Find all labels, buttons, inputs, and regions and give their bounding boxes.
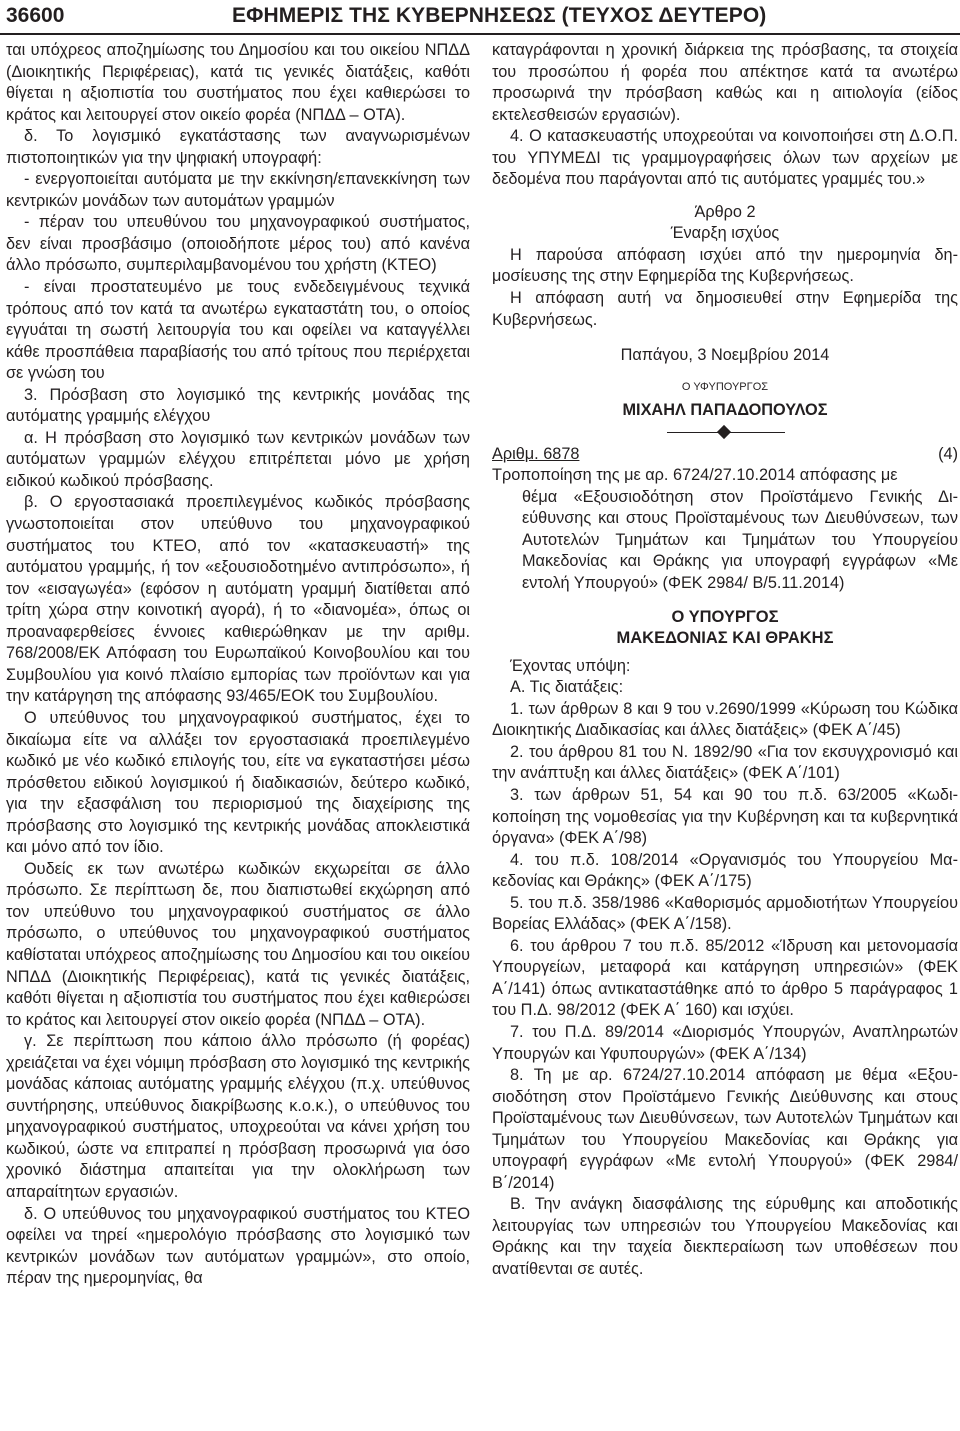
- paragraph: ται υπόχρεος αποζημίωσης του Δημοσίου και του οικείου ΝΠΔΔ (Διοικητικής Περιφέρειας), κατά τις γενικές διατάξεις, καθότι θίγεται η αξιοπιστία του συστήματος που έχει καθιερώσει το κράτος και λειτουργεί στον οικείο φορέα (ΝΠΔΔ – ΟΤΑ).: [6, 41, 470, 124]
- minister-heading: ΜΑΚΕΔΟΝΙΑΣ ΚΑΙ ΘΡΑΚΗΣ: [616, 629, 834, 648]
- section-a: Α. Τις διατάξεις:: [510, 678, 624, 697]
- header-rule: [0, 33, 960, 35]
- paragraph: β. Ο εργοστασιακά προεπιλεγμένος κωδικός πρόσβασης γνωστοποιείται στον υπεύθυνο του μηχανογραφικού συστήματος του ΚΤΕΟ, από τον «κατασκευαστή» της αυτόματου γραμμής, ή τον «εξουσιοδοτημένο αντιπρόσωπο», ή τον «εισαγωγέα» (εφόσον η αυτόματη γραμμή διατίθεται από τρίτη χώρα στην κοινοτική αγορά), ή το «διανομέα», όπως οι προαναφερθείσες έννοιες καθιερώθηκαν με την αριθμ. 768/2008/ΕΚ Απόφαση του Ευρωπαϊκού Κοινοβουλίου και του Συμβουλίου για κοινό πλαίσιο εμπορίας των προϊόντων και για την κατάργηση της απόφασης 93/465/ΕΟΚ του Συμβουλίου.: [6, 493, 470, 706]
- paragraph: καταγράφονται η χρονική διάρκεια της πρόσβασης, τα στοιχεία του προσώπου ή φορέα που απέκτησε κατά τα ανωτέρω προσωρινά την πρόσβαση καθώς και η αιτιολογία (είδος εκτελεσθεισών εργασιών).: [492, 41, 958, 124]
- article-title: Άρθρο 2: [694, 202, 756, 221]
- paragraph: 4. Ο κατασκευαστής υποχρεούται να κοινοποιήσει στη Δ.Ο.Π. του ΥΠΥΜΕΔΙ τις γραμμογραφήσεις όλων των αρχείων με δεδομένα που παράγονται από τις αυτόματες γραμμές του.»: [492, 127, 958, 189]
- having-regard: Έχοντας υπόψη:: [510, 656, 631, 675]
- decision-index: (4): [938, 444, 958, 463]
- right-column: [492, 40, 958, 1281]
- page-header: [0, 0, 960, 34]
- list-item: 2. του άρθρου 81 του Ν. 1892/90 «Για τον εκσυγχρονισμό και την ανάπτυξη και άλλες διατάξεις» (ΦΕΚ Α΄/101): [492, 742, 958, 783]
- paragraph: γ. Σε περίπτωση που κάποιο άλλο πρόσωπο (ή φορέας) χρειάζεται να έχει νόμιμη πρόσβαση στο λογισμικό της κεντρικής μονάδας κάποιας αυτόματης γραμμής ελέγχου (π.χ. υπεύθυνος συντήρησης, υπεύθυνος διακρίβωσης κ.ο.κ.), ο υπεύθυνος του μηχανογραφικού συστήματος, υποχρεούται να κάνει χρήση του κωδικού, ώστε να επιτραπεί η πρόσβαση προσωρινά για όσο χρονικό διάστημα απαιτείται για την ολοκλήρωση των απαραίτητων εργασιών.: [6, 1032, 470, 1201]
- minister-heading: Ο ΥΠΟΥΡΓΟΣ: [671, 607, 779, 626]
- decision-number: Αριθμ. 6878: [492, 444, 580, 463]
- paragraph: Ο υπεύθυνος του μηχανογραφικού συστήματος, έχει το δικαίωμα είτε να αλλάξει τον εργοστασιακά προεπιλεγμένο κωδικό με νέο κωδικό επιλογής του, είτε να εγκαταστήσει μέσω πρόσθετου ειδικού λογισμικού ή διαδικασιών, δεύτερο κωδικό, για την εξασφάλιση του περιορισμού της διαχείρισης της πρόσβασης στο λογισμικό της κεντρικής μονάδας αποκλειστικά και μόνο από τον ίδιο.: [6, 708, 470, 857]
- paragraph: - ενεργοποιείται αυτόματα με την εκκίνηση/επανεκκίνηση των κεντρικών μονάδων των αυτομάτων γραμμών: [6, 170, 470, 210]
- paragraph: Η απόφαση αυτή να δημοσιευθεί στην Εφημερίδα της Κυβερνήσεως.: [492, 289, 958, 329]
- place-date: Παπάγου, 3 Νοεμβρίου 2014: [620, 346, 830, 365]
- signatory-role: Ο ΥΦΥΠΟΥΡΓΟΣ: [681, 380, 769, 393]
- list-item: 4. του π.δ. 108/2014 «Οργανισμός του Υπουργείου Μακεδονίας και Θράκης» (ΦΕΚ Α΄/175): [492, 850, 958, 891]
- paragraph: Ουδείς εκ των ανωτέρω κωδικών εκχωρείται σε άλλο πρόσωπο. Σε περίπτωση δε, που διαπιστωθεί εκχώρηση από τον υπεύθυνο του μηχανογραφικού συστήματος σε άλλο πρόσωπο, ο υπεύθυνος του μηχανογραφικού συστήματος καθίσταται υπόχρεος αποζημίωσης του Δημοσίου και του οικείου ΝΠΔΔ (Διοικητικής Περιφέρειας), κατά τις γενικές διατάξεις, καθότι θίγεται η αξιοπιστία του συστήματος που έχει καθιερώσει το κράτος και λειτουργεί στον οικείο φορέα (ΝΠΔΔ – ΟΤΑ).: [6, 859, 470, 1029]
- list-item: 6. του άρθρου 7 του π.δ. 85/2012 «Ίδρυση και μετονομασία Υπουργείων, μεταφορά και κατάργηση υπηρεσιών» (ΦΕΚ Α΄/141) όπως αντικαταστάθηκε από το άρθρο 5 παράγραφος 1 του Π.Δ. 98/2012 (ΦΕΚ Α΄ 160) και ισχύει.: [492, 936, 958, 1020]
- list-item: 3. των άρθρων 51, 54 και 90 του π.δ. 63/2005 «Κωδικοποίηση της νομοθεσίας για την Κυβέρνηση και τα κυβερνητικά όργανα» (ΦΕΚ Α΄/98): [492, 785, 958, 848]
- list-item: 7. του Π.Δ. 89/2014 «Διορισμός Υπουργών, Αναπληρωτών Υπουργών και Υφυπουργών» (ΦΕΚ Α΄/134): [492, 1022, 958, 1063]
- diamond-icon: [717, 425, 731, 439]
- article-subtitle: Έναρξη ισχύος: [670, 224, 780, 243]
- gazette-title: ΕΦΗΜΕΡΙΣ ΤΗΣ ΚΥΒΕΡΝΗΣΕΩΣ (ΤΕΥΧΟΣ ΔΕΥΤΕΡΟ): [232, 4, 767, 27]
- list-item: 5. του π.δ. 358/1986 «Καθορισμός αρμοδιοτήτων Υπουργείου Βορείας Ελλάδας» (ΦΕΚ Α΄/158).: [492, 893, 958, 934]
- decision-title-rest: θέμα «Εξουσιοδότηση στον Προϊστάμενο Γενικής Διεύθυνσης και στους Προϊσταμένους των Διευθύνσεων, των Αυτοτελών Τμημάτων και Τμημάτων του Υπουργείου Μακεδονίας και Θράκης για υπογραφή εγγράφων «Με εντολή Υπουργού» (ΦΕΚ 2984/ Β/5.11.2014): [522, 487, 958, 593]
- paragraph: α. Η πρόσβαση στο λογισμικό των κεντρικών μονάδων των αυτόματων γραμμών ελέγχου επιτρέπεται μόνο με χρήση ειδικού κωδικού πρόσβασης.: [6, 428, 470, 490]
- paragraph: - είναι προστατευμένο με τους ενδεδειγμένους τεχνικά τρόπους από τον κατά τα ανωτέρω εγκαταστάτη του, ο οποίος εγγυάται τη σωστή λειτουργία του και οφείλει να καταγγέλλει κάθε προσπάθεια παραβίασής του από τρίτους που περιέρχεται σε γνώση του: [6, 278, 470, 383]
- decision-header: [492, 444, 958, 466]
- page-number: 36600: [6, 4, 65, 27]
- separator: [492, 422, 958, 444]
- paragraph: - πέραν του υπευθύνου του μηχανογραφικού συστήματος, δεν είναι προσβάσιμο (οποιοδήποτε μέρος του) από κανένα άλλο πρόσωπο, συμπεριλαμβανομένου του χρήστη (ΚΤΕΟ): [6, 213, 470, 275]
- decision-title: Τροποποίηση της με αρ. 6724/27.10.2014 απόφασης με: [492, 466, 898, 485]
- paragraph: Η παρούσα απόφαση ισχύει από την ημερομηνία δημοσίευσης της στην Εφημερίδα της Κυβερνήσεως.: [492, 245, 958, 286]
- signatory-name: ΜΙΧΑΗΛ ΠΑΠΑΔΟΠΟΥΛΟΣ: [622, 401, 828, 420]
- list-item: 1. των άρθρων 8 και 9 του ν.2690/1999 «Κύρωση του Κώδικα Διοικητικής Διαδικασίας και άλλες διατάξεις» (ΦΕΚ Α΄/45): [492, 699, 958, 740]
- section-b: Β. Την ανάγκη διασφάλισης της εύρυθμης και αποδοτικής λειτουργίας των υπηρεσιών του Υπουργείου Μακεδονίας και Θράκης και την ταχεία διεκπεραίωση των υποθέσεων που ανατίθενται σε αυτές.: [492, 1195, 958, 1278]
- paragraph: δ. Ο υπεύθυνος του μηχανογραφικού συστήματος του ΚΤΕΟ οφείλει να τηρεί «ημερολόγιο πρόσβασης στο λογισμικό των κεντρικών μονάδων των αυτόματων γραμμών», στο οποίο, πέραν της ημερομηνίας, θα: [6, 1204, 470, 1288]
- left-column: [6, 40, 470, 1290]
- list-item: 8. Τη με αρ. 6724/27.10.2014 απόφαση με θέμα «Εξουσιοδότηση στον Προϊστάμενο Γενικής Διεύθυνσης και στους Προϊσταμένους των Διευθύνσεων, των Αυτοτελών Τμημάτων και Τμημάτων του Υπουργείου Μακεδονίας και Θράκης για υπογραφή εγγράφων «Με εντολή Υπουργού» (ΦΕΚ 2984/ Β΄/2014): [492, 1066, 958, 1192]
- paragraph: δ. Το λογισμικό εγκατάστασης των αναγνωρισμένων πιστοποιητικών για την ψηφιακή υπογραφή:: [6, 127, 470, 167]
- paragraph: 3. Πρόσβαση στο λογισμικό της κεντρικής μονάδας της αυτόματης γραμμής ελέγχου: [6, 385, 470, 426]
